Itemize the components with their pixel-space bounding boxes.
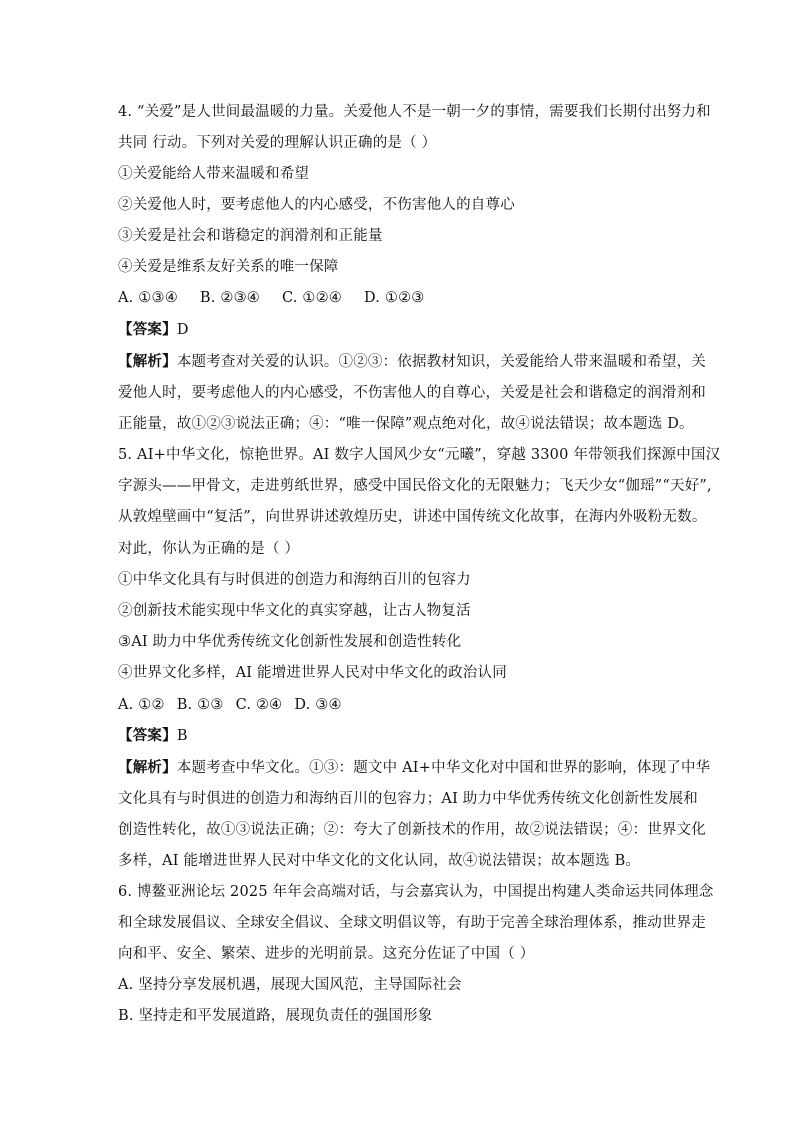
q5-answer-tag: 【答案】 [118, 727, 177, 744]
q5-answer [118, 726, 678, 746]
q5-analysis-line-1 [118, 758, 711, 778]
q4-answer [118, 320, 678, 340]
q4-answer-tag: 【答案】 [118, 321, 177, 338]
q5-option-d: D. ③④ [294, 697, 342, 713]
q5-analysis-line-4: 多样，AI 能增进世界人民对中华文化的文化认同，故④说法错误；故本题选 B。 [118, 853, 641, 869]
q4-option-a: A. ①③④ [118, 290, 178, 306]
q6-option-b: B. 坚持走和平发展道路，展现负责任的强国形象 [118, 1008, 433, 1024]
q5-option-c: C. ②④ [235, 697, 283, 713]
q5-options [118, 695, 678, 715]
q4-option-d: D. ①②③ [363, 290, 425, 306]
q4-analysis-tag: 【解析】 [118, 353, 177, 370]
q5-stem-line-4: 对此，你认为正确的是（ ） [118, 541, 300, 557]
q6-option-a: A. 坚持分享发展机遇，展现大国风范，主导国际社会 [118, 977, 462, 993]
q4-item-2: ②关爱他人时，要考虑他人的内心感受，不伤害他人的自尊心 [118, 197, 515, 213]
q4-analysis-line-3: 正能量，故①②③说法正确；④：“唯一保障”观点绝对化，故④说法错误；故本题选 D。 [118, 416, 694, 432]
q5-analysis-line-3: 创造性转化，故①③说法正确；②：夸大了创新技术的作用，故②说法错误；④：世界文化 [118, 822, 706, 838]
q4-options [118, 288, 678, 308]
q5-option-b: B. ①③ [176, 697, 224, 713]
q5-item-1: ①中华文化具有与时俱进的创造力和海纳百川的包容力 [118, 572, 471, 588]
q5-item-4: ④世界文化多样，AI 能增进世界人民对中华文化的政治认同 [118, 665, 507, 681]
q5-item-3: ③AI 助力中华优秀传统文化创新性发展和创造性转化 [118, 634, 462, 650]
q5-option-a: A. ①② [118, 697, 165, 713]
q6-stem-line-3: 向和平、安全、繁荣、进步的光明前景。这充分佐证了中国（ ） [118, 946, 535, 962]
q5-analysis-text-1: 本题考查中华文化。①③：题文中 AI+中华文化对中国和世界的影响，体现了中华 [176, 760, 711, 776]
q4-item-3: ③关爱是社会和谐稳定的润滑剂和正能量 [118, 228, 383, 244]
q4-item-1: ①关爱能给人带来温暖和希望 [118, 166, 310, 182]
q5-item-2: ②创新技术能实现中华文化的真实穿越，让古人物复活 [118, 603, 471, 619]
q4-analysis-line-2: 爱他人时，要考虑他人的内心感受，不伤害他人的自尊心，关爱是社会和谐稳定的润滑剂和 [118, 385, 706, 401]
q5-stem-line-1: 5. AI+中华文化，惊艳世界。AI 数字人国风少女“元曦”，穿越 3300 年带领我们探源中国汉 [118, 447, 721, 463]
q5-analysis-line-2: 文化具有与时俱进的创造力和海纳百川的包容力；AI 助力中华优秀传统文化创新性发展和 [118, 791, 699, 807]
q5-answer-value: B [176, 728, 188, 744]
q5-stem-line-2: 字源头——甲骨文，走进剪纸世界，感受中国民俗文化的无限魅力；飞天少女“伽瑶”“天好”, [118, 478, 712, 494]
q4-stem-line-1: 4. “关爱”是人世间最温暖的力量。关爱他人不是一朝一夕的事情，需要我们长期付出努力和 [118, 104, 711, 120]
q4-analysis-line-1 [118, 352, 707, 372]
q6-stem-line-2: 和全球发展倡议、全球安全倡议、全球文明倡议等，有助于完善全球治理体系，推动世界走 [118, 915, 706, 931]
q5-stem-line-3: 从敦煌壁画中“复活”，向世界讲述敦煌历史，讲述中国传统文化故事，在海内外吸粉无数。 [118, 509, 707, 525]
q4-option-b: B. ②③④ [199, 290, 260, 306]
q5-analysis-tag: 【解析】 [118, 759, 177, 776]
q6-stem-line-1: 6. 博鳌亚洲论坛 2025 年年会高端对话，与会嘉宾认为，中国提出构建人类命运共同体理念 [118, 884, 714, 900]
q4-answer-value: D [176, 322, 189, 338]
q4-option-c: C. ①②④ [281, 290, 342, 306]
q4-analysis-text-1: 本题考查对关爱的认识。①②③：依据教材知识，关爱能给人带来温暖和希望，关 [176, 354, 707, 370]
q4-stem-line-2: 共同 行动。下列对关爱的理解认识正确的是（ ） [118, 135, 437, 151]
q4-item-4: ④关爱是维系友好关系的唯一保障 [118, 259, 339, 275]
